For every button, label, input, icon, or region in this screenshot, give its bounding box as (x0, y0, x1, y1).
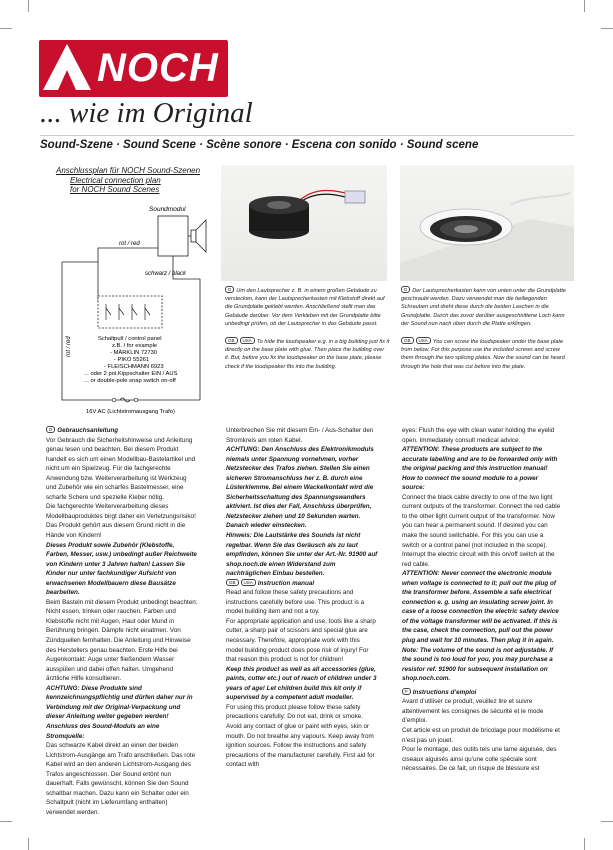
crop-mark (0, 28, 12, 29)
red-vertical-label: rot / red (66, 336, 72, 357)
crop-mark (601, 28, 613, 29)
caption-en-2 (401, 337, 573, 371)
flag-badge: GB (226, 579, 239, 586)
plan-title (56, 166, 246, 195)
paragraph-bold: How to connect the sound module to a power source: (402, 474, 539, 492)
paragraph-bold: Note: The volume of the sound is not adjustable. If the sound is too loud for you, you may purchase a resistor ref. 91900 for subsequent installation on shop.noch.com. (402, 646, 554, 683)
black-wire-label: schwarz / black (145, 271, 187, 277)
crop-mark (601, 821, 613, 822)
flag-badge: USA (240, 337, 255, 344)
column-middle (226, 426, 378, 770)
flag-badge: F (402, 688, 411, 695)
paragraph-bold: Anschluss des Sound-Moduls an eine Stromquelle: (46, 722, 160, 740)
paragraph: Beim Basteln mit diesem Produkt unbedingt beachten: Nicht essen, trinken oder rauchen. Farben und Klebstoffe nicht mit Augen, Haut oder Mund in Berührung bringen. Dämpfe nicht einatmen. Von Zündquellen fernhalten. Die Anleitung und Hinweise des Herstellers genau beachten. Erste Hilfe bei Augenkontakt: Auge unter fließendem Wasser ausspülen und dabei offen halten. Umgehend ärztliche Hilfe konsultieren. (46, 598, 198, 683)
plan-title-en2: for NOCH Sound Scenes (70, 185, 160, 195)
black-wire (173, 256, 200, 400)
logo-wordmark: NOCH (97, 46, 219, 90)
crop-mark (28, 838, 29, 850)
crop-mark (28, 0, 29, 12)
plan-title-de: Anschlussplan für NOCH Sound-Szenen (56, 166, 201, 175)
paragraph: Unterbrechen Sie mit diesem Ein- / Aus-Schalter den Stromkreis am roten Kabel. (226, 427, 374, 444)
panel-line-4: - PIKO 55261 (114, 357, 150, 363)
paragraph: Das schwarze Kabel direkt an einen der beiden Lichtstrom-Ausgänge am Trafo anschließen. Das rote Kabel wird an den anderen Lichtstrom-Ausgang des Trafos angeschlossen. Der Sound ertönt nun dauerhaft. Falls gewünscht, können Sie den Sound schaltbar machen. Dazu kann ein Schalter oder ein Schaltpult (nicht im Lieferumfang enthalten) verwendet werden. (46, 742, 196, 816)
column-right (402, 426, 562, 774)
paragraph-bold: ACHTUNG: Den Anschluss des Elektronikmoduls niemals unter Spannung vornehmen, vorher Netzstecker des Trafos ziehen. Stellen Sie einen sicheren Stromanschluss her z. B. durch eine Lüsterklemme. Bei einem Wackelkontakt wird die Sicherheitsschaltung des Spannungswandlers aktiviert. Ist dies der Fall, Anschluss überprüfen, Netzstecker ziehen und 10 Sekunden warten. Danach wieder einstecken. (226, 446, 374, 530)
crop-mark (584, 838, 585, 850)
photo-speaker-screwed (400, 165, 574, 281)
caption-de-2 (401, 286, 573, 328)
panel-line-2: z.B. / for example (112, 343, 158, 349)
control-panel-box (98, 296, 162, 328)
paragraph-bold: ATTENTION: Never connect the electronic module when voltage is connected to it; pull out the plug of the transformer before. Assemble a safe electrical connection e. g. using an insulating screw joint. In case of a loose connection the electric safety device of the voltage transformer will be activated. If this is the case, check the connection, pull out the power plug and wait for 10 minutes. Then plug it in again. (402, 570, 559, 645)
tagline: ... wie im Original (40, 97, 253, 129)
section-heading (46, 426, 198, 436)
flag-badge: D (225, 286, 234, 293)
section-title: Gebrauchsanleitung (57, 427, 119, 434)
section-heading (226, 579, 378, 589)
caption-text: Der Lautsprecherkasten kann von unten unter die Grundplatte geschraubt werden. Dazu verwendet man die beiliegenden Schrauben und dreht diese durch die beiden Laschen in die Grundplatte. Durch das zuvor darüber ausgeschnittene Loch kann der Sound nun nach oben durch die Platte erklingen. (401, 288, 566, 327)
caption-text: To hide the loudspeaker e.g. in a big building just fix it directly on the base plate with glue. Then place the building over it. But, before you fix the loudspeaker on the base plate, please check if the loudspeaker fits into the building. (225, 339, 390, 370)
flag-badge: D (401, 286, 410, 293)
crop-mark (0, 821, 12, 822)
speaker-icon (188, 220, 206, 252)
red-wire-label: rot / red (119, 241, 140, 247)
flag-badge: USA (241, 579, 256, 586)
wiring-diagram (40, 200, 240, 416)
paragraph-bold: Dieses Produkt sowie Zubehör (Klebstoffe, Farben, Messer, usw.) unbedingt außer Reichweite von Kindern unter 3 Jahren halten! Lassen Sie Kinder nur unter fachkundiger Aufsicht von erwachsenen Modellbauern diese Bausätze bearbeiten. (46, 541, 197, 597)
flag-badge: GB (401, 337, 414, 344)
ac-terminal-left (112, 398, 116, 402)
divider (40, 135, 574, 136)
panel-line-3: - MÄRKLIN 72730 (110, 350, 158, 356)
tree-icon-notch (58, 70, 76, 90)
section-title: Instruction manual (257, 579, 315, 587)
paragraph: For using this product please follow these safety precautions carefully: Do not eat, drink or smoke. Avoid any contact of glue or paint with eyes, skin or mouth. Do not breathe any vapours. Keep away from ignition sources. Follow the instructions and safety precautions of the manufacturer carefully. First aid for contact with (226, 703, 375, 769)
noch-logo (39, 40, 228, 97)
caption-de-1 (225, 286, 390, 328)
flag-badge: GB (225, 337, 238, 344)
section-title: Instructions d’emploi (412, 688, 477, 696)
paragraph: Pour le montage, des outils tels une lame aiguisée, des ciseaux aiguisés ainsi qu’une colle spéciale sont nécessaires. De ce fait, un risque de blessure est (402, 746, 557, 773)
section-heading (402, 688, 562, 698)
paragraph-bold: ACHTUNG: Diese Produkte sind kennzeichnungspflichtig und dürfen daher nur in Verbindung mit der Original-Verpackung und dieser Anleitung weiter gegeben werden! (46, 684, 193, 721)
sound-module-label: Soundmodul (149, 206, 186, 213)
flag-badge: USA (416, 337, 431, 344)
panel-line-5: - FLEISCHMANN 6923 (104, 364, 164, 370)
caption-en-1 (225, 337, 390, 371)
crop-mark (584, 0, 585, 12)
page-title: Sound-Szene · Sound Scene · Scène sonore · Escena con sonido · Sound scene (40, 139, 479, 151)
caption-text: Um den Lautsprecher z. B. in einem großen Gebäude zu verstecken, kann der Lautsprecherkasten mit Klebstoff direkt auf die Grundplatte geklebt werden. Anschließend stellt man das Gebäude darüber. Vor dem Verkleben mit der Grundplatte bitte unbedingt prüfen, ob der Lautsprecher in das Gebäude passt. (225, 288, 385, 327)
paragraph: Read and follow these safety precautions and instructions carefully before use. This product is a model building item and not a toy. (226, 589, 365, 616)
photo-speaker-glued (221, 165, 387, 281)
column-german (46, 426, 198, 817)
paragraph: Avant d’utiliser ce produit, veuillez lire et suivre attentivement les consignes de sécurité et le mode d’emploi. (402, 698, 544, 725)
paragraph-bold: Keep this product as well as all accessories (glue, paints, cutter etc.) out of reach of children under 3 years of age! Let children build this kit only if supervised by a competent adult modeller. (226, 665, 377, 702)
panel-line-6: ... oder 2 pol.Kippschalter EIN / AUS (84, 371, 178, 377)
paragraph: Die fachgerechte Weiterverarbeitung dieses Modellbauproduktes birgt daher ein Verletzungsrisiko! Das Produkt gehört aus diesem Grund nicht in die Hände von Kindern! (46, 503, 196, 540)
panel-line-1: Schaltpult / control panel (98, 336, 162, 342)
paragraph: For appropriate application and use, tools like a sharp cutter, a sharp pair of scissors and special glue are necessary. Therefore, appropriate work with this model building product does pose risk of injury! For that reason this product is not for children! (226, 617, 376, 664)
paragraph-bold: ATTENTION: These products are subject to the accurate labelling and are to be forwarded only with the original packing and this instruction manual! (402, 446, 558, 473)
paragraph: eyes: Flush the eye with clean water holding the eyelid open. Immediately consult medical advice. (402, 427, 555, 444)
caption-text: You can screw the loudspeaker under the base plate from below. For this purpose use the included screws and screw them through the two splicing plates. Now the sound can be heard through the hole that was cut before into the plate. (401, 339, 565, 370)
flag-badge: D (46, 426, 55, 433)
panel-line-7: ... or double-pole snap switch on-off (84, 378, 176, 384)
ac-terminal-right (134, 398, 138, 402)
ac-label: 16V AC (Lichtstromausgang Trafo) (86, 409, 175, 415)
paragraph: Connect the black cable directly to one of the two light current outputs of the transformer. Connect the red cable to the other light current output of the transformer. Now you can hear a permanent sound. If desired you can make the sound switchable. For this you can use a switch or a control panel (not included in the scope). Interrupt the electric circuit with this on/off switch at the red cable. (402, 493, 561, 568)
paragraph: Cet article est un produit de bricolage pour modélisme et n’est pas un jouet. (402, 726, 560, 744)
paragraph: Vor Gebrauch die Sicherheitshinweise und Anleitung genau lesen und beachten. Bei diesem Produkt handelt es sich um einen Modellbau-Bastelartikel und nicht um ein Spielzeug. Für die fachgerechte Anwendung bzw. Weiterverarbeitung ist Werkzeug und Zubehör wie ein scharfes Bastelmesser, eine scharfe Schere und spezielle Kleber nötig. (46, 436, 196, 501)
sound-module-box (158, 216, 188, 256)
plan-title-en1: Electrical connection plan (70, 175, 161, 185)
paragraph-bold: Hinweis: Die Lautstärke des Sounds ist nicht regelbar. Wenn Sie das Geräusch als zu laut empfinden, können Sie unter der Art.-Nr. 91900 auf shop.noch.de einen Widerstand zum nachträglichen Einbau bestellen. (226, 532, 378, 578)
